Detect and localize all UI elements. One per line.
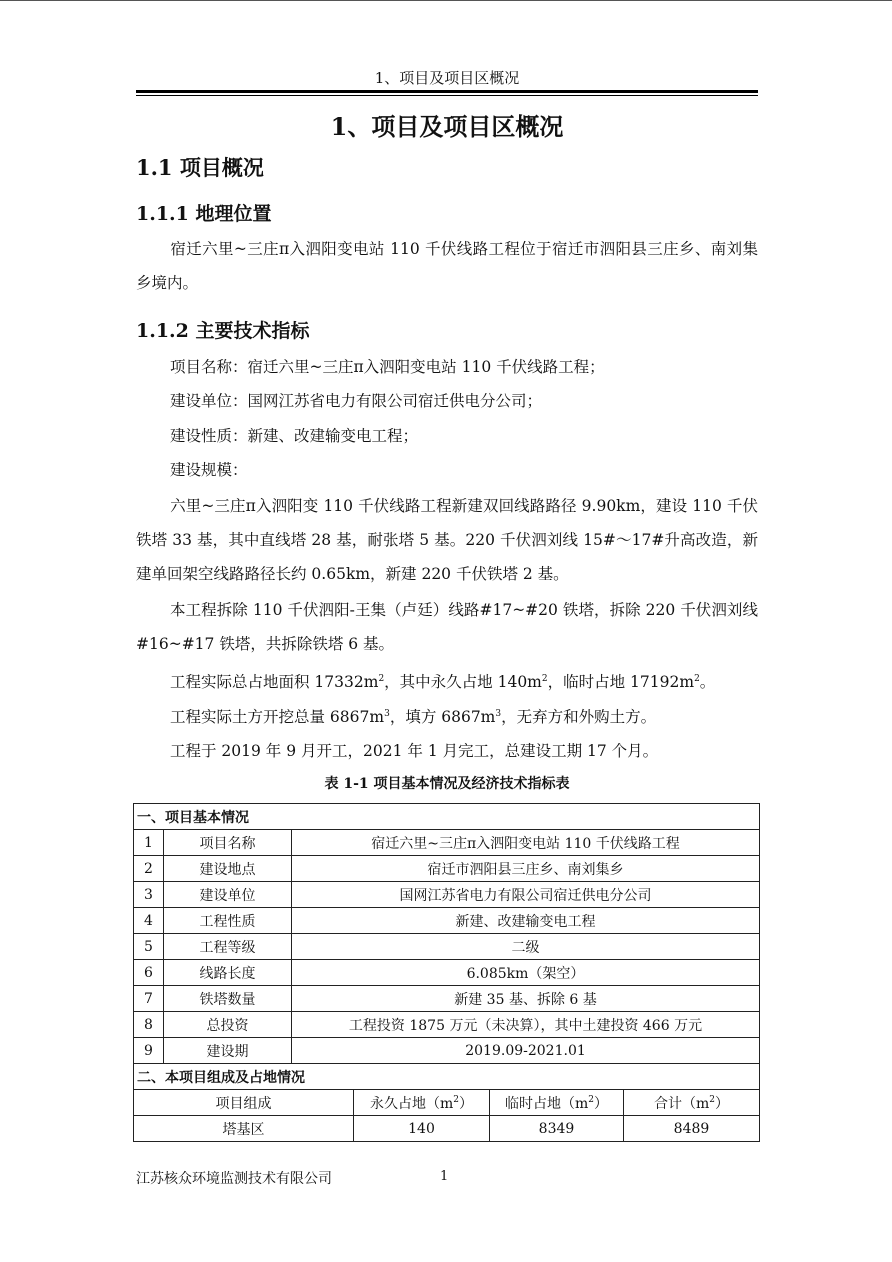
paragraph-location: 宿迁六里~三庄π入泗阳变电站 110 千伏线路工程位于宿迁市泗阳县三庄乡、南刘集乡境内。 xyxy=(136,240,758,292)
row-label: 线路长度 xyxy=(164,960,292,986)
table-caption: 表 1-1 项目基本情况及经济技术指标表 xyxy=(324,776,570,792)
row-label: 建设地点 xyxy=(164,856,292,882)
row-number: 3 xyxy=(134,882,164,908)
row-number: 4 xyxy=(134,908,164,934)
paragraph-land-area: 工程实际总占地面积 $17332m^2$，其中永久占地 $140m^2$，临时占地 $17192m^2$。 xyxy=(170,673,716,691)
table-section-title: 二、本项目组成及占地情况 xyxy=(134,1064,760,1090)
section-heading-1-1-1: 1.1.1 地理位置 xyxy=(136,203,272,225)
row-label: 建设单位 xyxy=(164,882,292,908)
header-rule-thick xyxy=(136,90,758,93)
paragraph-project-name: 项目名称：宿迁六里~三庄π入泗阳变电站 110 千伏线路工程； xyxy=(170,358,605,376)
row-number: 1 xyxy=(134,830,164,856)
section-heading-1-1-2: 1.1.2 主要技术指标 xyxy=(136,320,310,342)
row-number: 2 xyxy=(134,856,164,882)
table-row xyxy=(134,1012,760,1038)
row-value: 新建、改建输变电工程 xyxy=(292,908,760,934)
running-header: 1、项目及项目区概况 xyxy=(374,69,520,87)
row-value: 二级 xyxy=(292,934,760,960)
paragraph-scale-detail: 六里~三庄π入泗阳变 110 千伏线路工程新建双回线路路径 9.90km，建设 110 千伏铁塔 33 基，其中直线塔 28 基，耐张塔 5 基。220 千伏泗刘线 15#～17#升高改造，新建单回架空线路路径长约 0.65km，新建 220 千伏铁塔 2 基。 xyxy=(136,497,758,583)
row-value: 工程投资 1875 万元（未决算），其中土建投资 466 万元 xyxy=(292,1012,760,1038)
header-temporary-area: 临时占地$(m^2)$ xyxy=(490,1090,624,1116)
table-section-row xyxy=(134,804,760,830)
row-value: 6.085km（架空） xyxy=(292,960,760,986)
paragraph-construction-unit: 建设单位：国网江苏省电力有限公司宿迁供电分公司； xyxy=(170,392,543,410)
row-value: 2019.09-2021.01 xyxy=(292,1038,760,1064)
header-permanent-area: 永久占地$(m^2)$ xyxy=(354,1090,490,1116)
table-header-row xyxy=(134,1090,760,1116)
header-rule-thin xyxy=(136,95,758,96)
header-component: 项目组成 xyxy=(134,1090,354,1116)
table-row xyxy=(134,986,760,1012)
table-section-row xyxy=(134,1064,760,1090)
table-row xyxy=(134,856,760,882)
paragraph-demolition: 本工程拆除 110 千伏泗阳-王集（卢廷）线路#17~#20 铁塔，拆除 220 千伏泗刘线#16~#17 铁塔，共拆除铁塔 6 基。 xyxy=(136,601,758,653)
paragraph-construction-scale: 建设规模： xyxy=(170,461,248,479)
row-label: 工程性质 xyxy=(164,908,292,934)
paragraph-period: 工程于 2019 年 9 月开工，2021 年 1 月完工，总建设工期 17 个月。 xyxy=(170,742,659,760)
area-total: 8489 xyxy=(624,1116,760,1142)
row-label: 工程等级 xyxy=(164,934,292,960)
table-row xyxy=(134,1116,760,1142)
row-number: 9 xyxy=(134,1038,164,1064)
table-row xyxy=(134,830,760,856)
row-number: 7 xyxy=(134,986,164,1012)
row-number: 6 xyxy=(134,960,164,986)
header-total-area: 合计$(m^2)$ xyxy=(624,1090,760,1116)
table-row xyxy=(134,908,760,934)
row-value: 宿迁市泗阳县三庄乡、南刘集乡 xyxy=(292,856,760,882)
row-number: 5 xyxy=(134,934,164,960)
table-row xyxy=(134,882,760,908)
row-number: 8 xyxy=(134,1012,164,1038)
table-section-title: 一、项目基本情况 xyxy=(134,804,760,830)
table-row xyxy=(134,934,760,960)
row-label: 铁塔数量 xyxy=(164,986,292,1012)
table-row xyxy=(134,960,760,986)
row-label: 建设期 xyxy=(164,1038,292,1064)
row-value: 新建 35 基、拆除 6 基 xyxy=(292,986,760,1012)
area-permanent: 140 xyxy=(354,1116,490,1142)
row-label: 总投资 xyxy=(164,1012,292,1038)
chapter-title: 1、项目及项目区概况 xyxy=(330,112,564,141)
row-value: 宿迁六里~三庄π入泗阳变电站 110 千伏线路工程 xyxy=(292,830,760,856)
area-temporary: 8349 xyxy=(490,1116,624,1142)
paragraph-earthwork: 工程实际土方开挖总量 $6867m^3$，填方 $6867m^3$，无弃方和外购土方。 xyxy=(170,708,657,726)
section-heading-1-1: 1.1 项目概况 xyxy=(136,155,264,180)
footer-company: 江苏核众环境监测技术有限公司 xyxy=(136,1171,332,1187)
area-component: 塔基区 xyxy=(134,1116,354,1142)
row-label: 项目名称 xyxy=(164,830,292,856)
paragraph-construction-nature: 建设性质：新建、改建输变电工程； xyxy=(170,427,419,445)
row-value: 国网江苏省电力有限公司宿迁供电分公司 xyxy=(292,882,760,908)
project-info-table xyxy=(133,803,760,1142)
table-row xyxy=(134,1038,760,1064)
page-number: 1 xyxy=(440,1169,449,1184)
